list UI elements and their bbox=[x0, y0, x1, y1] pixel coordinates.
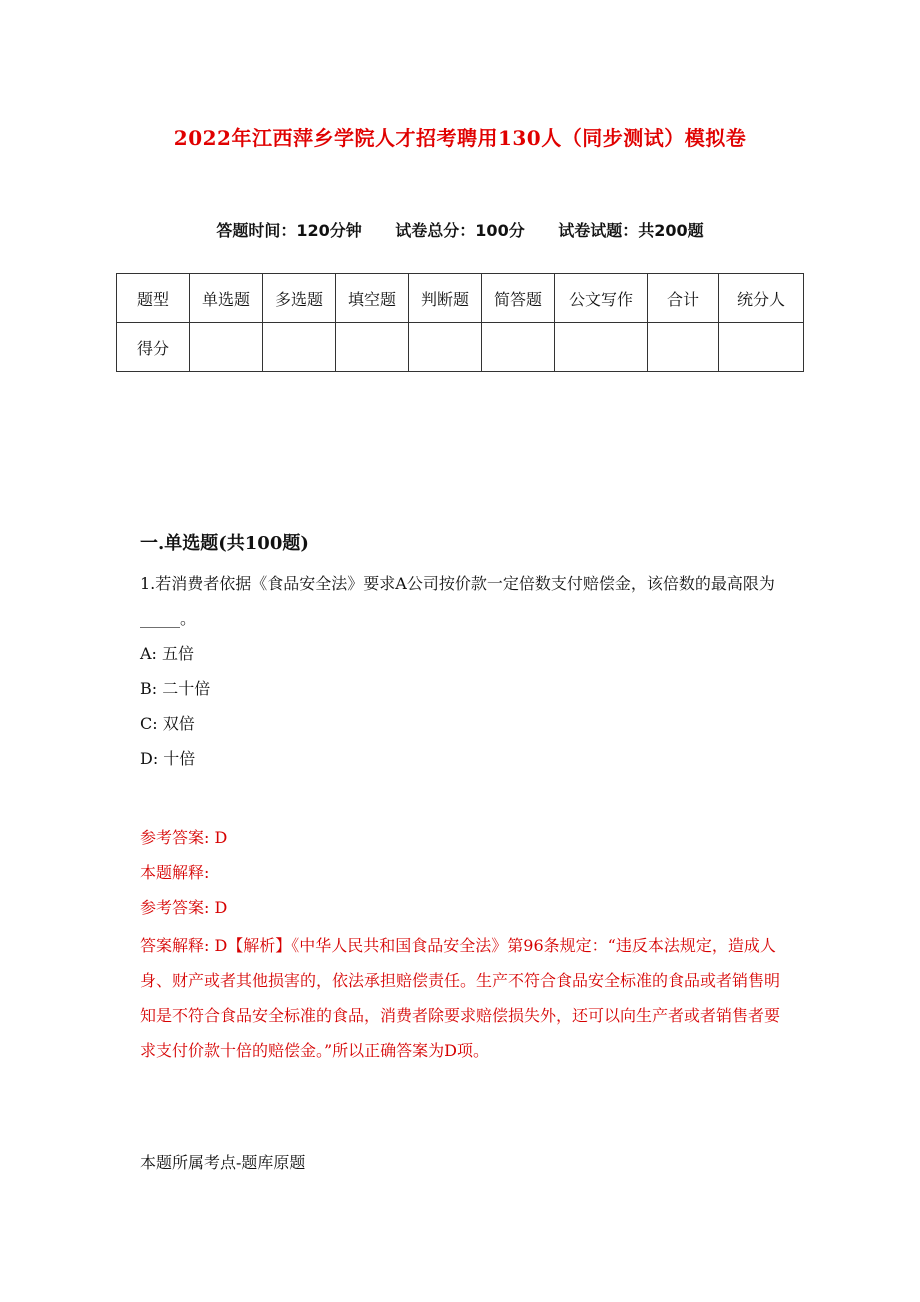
option-b: B: 二十倍 bbox=[140, 679, 211, 698]
knowledge-point-tag: 本题所属考点-题库原题 bbox=[140, 1153, 306, 1172]
exam-total-score: 试卷总分：100分 bbox=[395, 221, 525, 240]
exam-question-count: 试卷试题：共200题 bbox=[558, 221, 704, 240]
question-block bbox=[140, 566, 780, 776]
header-cell: 简答题 bbox=[482, 274, 555, 323]
explanation-label: 本题解释: bbox=[140, 863, 210, 882]
header-cell: 公文写作 bbox=[555, 274, 648, 323]
score-table-header-row bbox=[117, 274, 804, 323]
score-cell bbox=[719, 323, 804, 372]
score-table-score-row bbox=[117, 323, 804, 372]
reference-answer: 参考答案: D bbox=[140, 828, 228, 847]
option-a: A: 五倍 bbox=[140, 644, 195, 663]
score-cell bbox=[336, 323, 409, 372]
reference-answer-repeat: 参考答案: D bbox=[140, 898, 228, 917]
score-cell bbox=[409, 323, 482, 372]
header-cell: 多选题 bbox=[263, 274, 336, 323]
answer-block bbox=[140, 820, 780, 925]
exam-meta bbox=[0, 218, 920, 241]
question-text: 1.若消费者依据《食品安全法》要求A公司按价款一定倍数支付赔偿金，该倍数的最高限为_____。 bbox=[140, 574, 775, 628]
score-cell bbox=[648, 323, 719, 372]
header-cell: 判断题 bbox=[409, 274, 482, 323]
header-cell: 填空题 bbox=[336, 274, 409, 323]
answer-explanation: 答案解释: D【解析】《中华人民共和国食品安全法》第96条规定：“违反本法规定，造成人身、财产或者其他损害的，依法承担赔偿责任。生产不符合食品安全标准的食品或者销售明知是不符合食品安全标准的食品，消费者除要求赔偿损失外，还可以向生产者或者销售者要求支付价款十倍的赔偿金。”所以正确答案为D项。 bbox=[140, 936, 781, 1060]
exam-time: 答题时间：120分钟 bbox=[216, 221, 362, 240]
option-c: C: 双倍 bbox=[140, 714, 195, 733]
header-cell: 统分人 bbox=[719, 274, 804, 323]
score-row-label: 得分 bbox=[117, 323, 190, 372]
header-cell: 合计 bbox=[648, 274, 719, 323]
score-table bbox=[116, 273, 804, 372]
header-cell: 题型 bbox=[117, 274, 190, 323]
section-heading: 一.单选题(共100题) bbox=[140, 533, 309, 554]
option-d: D: 十倍 bbox=[140, 749, 196, 768]
page-title: 2022年江西萍乡学院人才招考聘用130人（同步测试）模拟卷 bbox=[173, 126, 747, 150]
score-cell bbox=[263, 323, 336, 372]
score-cell bbox=[482, 323, 555, 372]
header-cell: 单选题 bbox=[190, 274, 263, 323]
score-cell bbox=[190, 323, 263, 372]
score-cell bbox=[555, 323, 648, 372]
